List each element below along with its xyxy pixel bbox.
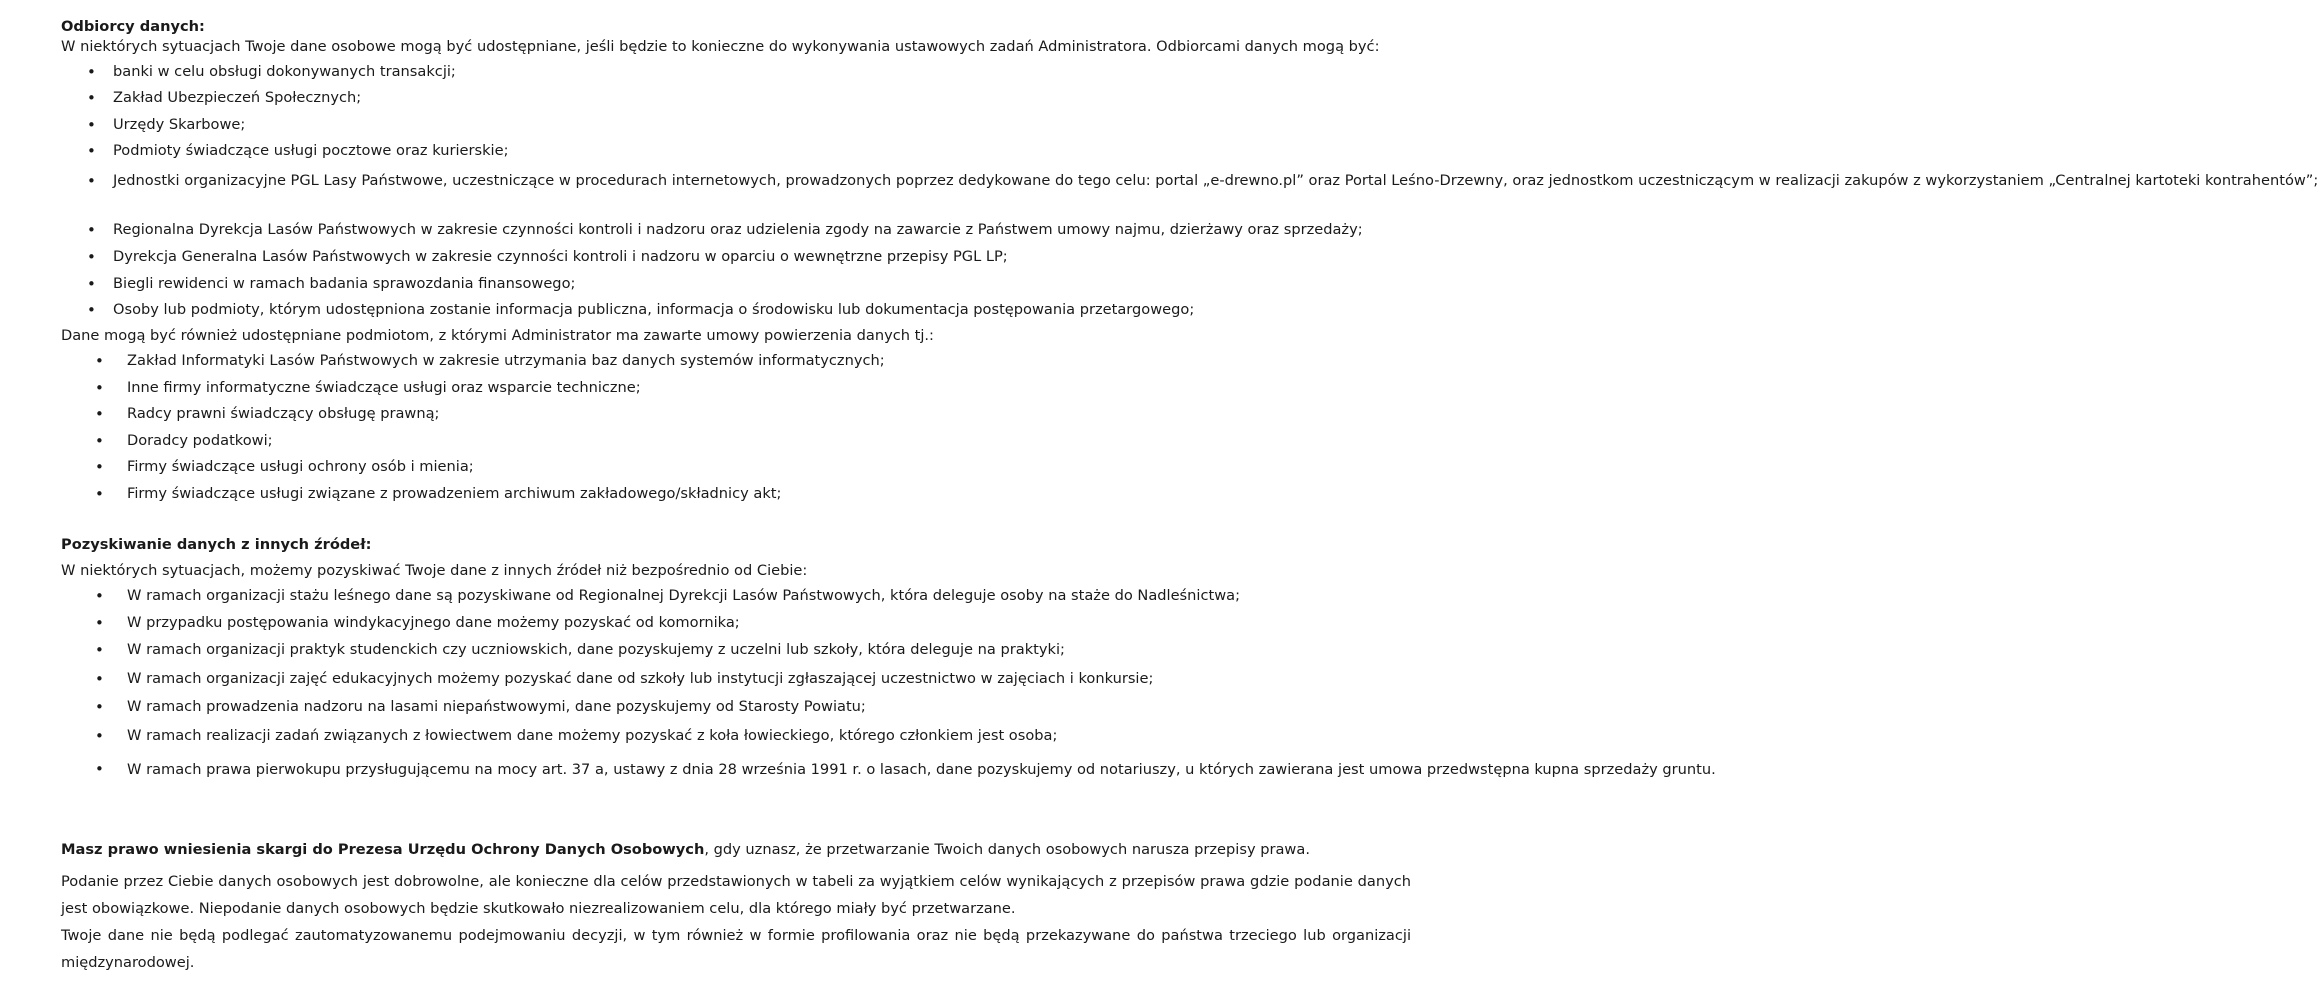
list-item: • W ramach organizacji praktyk studenckich czy uczniowskich, dane pozyskujemy z uczelni lub szkoły, która deleguje na praktyki;	[61, 641, 1411, 670]
list-item: • W ramach organizacji stażu leśnego dane są pozyskiwane od Regionalnej Dyrekcji Lasów Państwowych, która deleguje osoby na staże do Nadleśnictwa;	[61, 587, 1411, 614]
list-item: • banki w celu obsługi dokonywanych transakcji;	[61, 63, 1411, 89]
list-item: • W przypadku postępowania windykacyjnego dane możemy pozyskać od komornika;	[61, 614, 1411, 641]
list-item: • W ramach prawa pierwokupu przysługującemu na mocy art. 37 a, ustawy z dnia 28 września 1991 r. o lasach, dane pozyskujemy od notariuszy, u których zawierana jest umowa przedwstępna kupna sprzedaży gruntu.	[61, 756, 1411, 808]
processors-intro: Dane mogą być również udostępniane podmiotom, z którymi Administrator ma zawarte umowy powierzenia danych tj.:	[61, 327, 934, 344]
list-item: • Zakład Informatyki Lasów Państwowych w zakresie utrzymania baz danych systemów informatycznych;	[61, 352, 1411, 379]
other-sources-intro: W niektórych sytuacjach, możemy pozyskiwać Twoje dane z innych źródeł niż bezpośrednio od Ciebie:	[61, 562, 808, 579]
automated-decisions-paragraph: Twoje dane nie będą podlegać zautomatyzowanemu podejmowaniu decyzji, w tym również w formie profilowania oraz nie będą przekazywane do państwa trzeciego lub organizacji międzynarodowej.	[61, 927, 1411, 971]
list-item: • Radcy prawni świadczący obsługę prawną;	[61, 405, 1411, 432]
list-item: • Inne firmy informatyczne świadczące usługi oraz wsparcie techniczne;	[61, 379, 1411, 405]
list-item: • Jednostki organizacyjne PGL Lasy Państwowe, uczestniczące w procedurach internetowych, prowadzonych poprzez dedykowane do tego celu: portal „e-drewno.pl” oraz Portal Leśno-Drzewny, oraz jednostkom uczestniczącym w realizacji zakupów z wykorzystaniem „Centralnej kartoteki kontrahentów”;	[61, 169, 1411, 221]
section-heading-recipients: Odbiorcy danych:	[61, 18, 205, 35]
document-page	[61, 17, 2318, 976]
list-item: • Biegli rewidenci w ramach badania sprawozdania finansowego;	[61, 275, 1411, 301]
complaint-paragraph	[61, 840, 1411, 868]
voluntary-paragraph: Podanie przez Ciebie danych osobowych jest dobrowolne, ale konieczne dla celów przedstawionych w tabeli za wyjątkiem celów wynikających z przepisów prawa gdzie podanie danych jest obowiązkowe. Niepodanie danych osobowych będzie skutkowało niezrealizowaniem celu, dla którego miały być przetwarzane.	[61, 873, 1411, 917]
list-item: • Regionalna Dyrekcja Lasów Państwowych w zakresie czynności kontroli i nadzoru oraz udzielenia zgody na zawarcie z Państwem umowy najmu, dzierżawy oraz sprzedaży;	[61, 221, 1411, 248]
list-item: • Osoby lub podmioty, którym udostępniona zostanie informacja publiczna, informacja o środowisku lub dokumentacja postępowania przetargowego;	[61, 301, 1411, 326]
list-item: • W ramach prowadzenia nadzoru na lasami niepaństwowymi, dane pozyskujemy od Starosty Powiatu;	[61, 698, 1411, 727]
list-item: • W ramach organizacji zajęć edukacyjnych możemy pozyskać dane od szkoły lub instytucji zgłaszającej uczestnictwo w zajęciach i konkursie;	[61, 670, 1411, 698]
list-item: • Zakład Ubezpieczeń Społecznych;	[61, 89, 1411, 116]
spacer	[61, 808, 1411, 840]
section-heading-other-sources: Pozyskiwanie danych z innych źródeł:	[61, 536, 372, 553]
other-sources-list	[61, 587, 1716, 808]
list-item: • Doradcy podatkowi;	[61, 432, 1411, 458]
complaint-text: , gdy uznasz, że przetwarzanie Twoich danych osobowych narusza przepisy prawa.	[704, 841, 1310, 858]
spacer	[61, 509, 1411, 535]
list-item: • Dyrekcja Generalna Lasów Państwowych w zakresie czynności kontroli i nadzoru w oparciu o wewnętrzne przepisy PGL LP;	[61, 248, 1411, 275]
recipients-list	[61, 63, 2318, 326]
recipients-intro: W niektórych sytuacjach Twoje dane osobowe mogą być udostępniane, jeśli będzie to konieczne do wykonywania ustawowych zadań Administratora. Odbiorcami danych mogą być:	[61, 38, 1380, 55]
list-item: • W ramach realizacji zadań związanych z łowiectwem dane możemy pozyskać z koła łowieckiego, którego członkiem jest osoba;	[61, 727, 1411, 756]
list-item: • Podmioty świadczące usługi pocztowe oraz kurierskie;	[61, 142, 1411, 169]
list-item: • Firmy świadczące usługi ochrony osób i mienia;	[61, 458, 1411, 485]
processors-list	[61, 352, 1411, 509]
list-item: • Firmy świadczące usługi związane z prowadzeniem archiwum zakładowego/składnicy akt;	[61, 485, 1411, 509]
complaint-bold-text: Masz prawo wniesienia skargi do Prezesa Urzędu Ochrony Danych Osobowych	[61, 841, 705, 858]
list-item: • Urzędy Skarbowe;	[61, 116, 1411, 142]
